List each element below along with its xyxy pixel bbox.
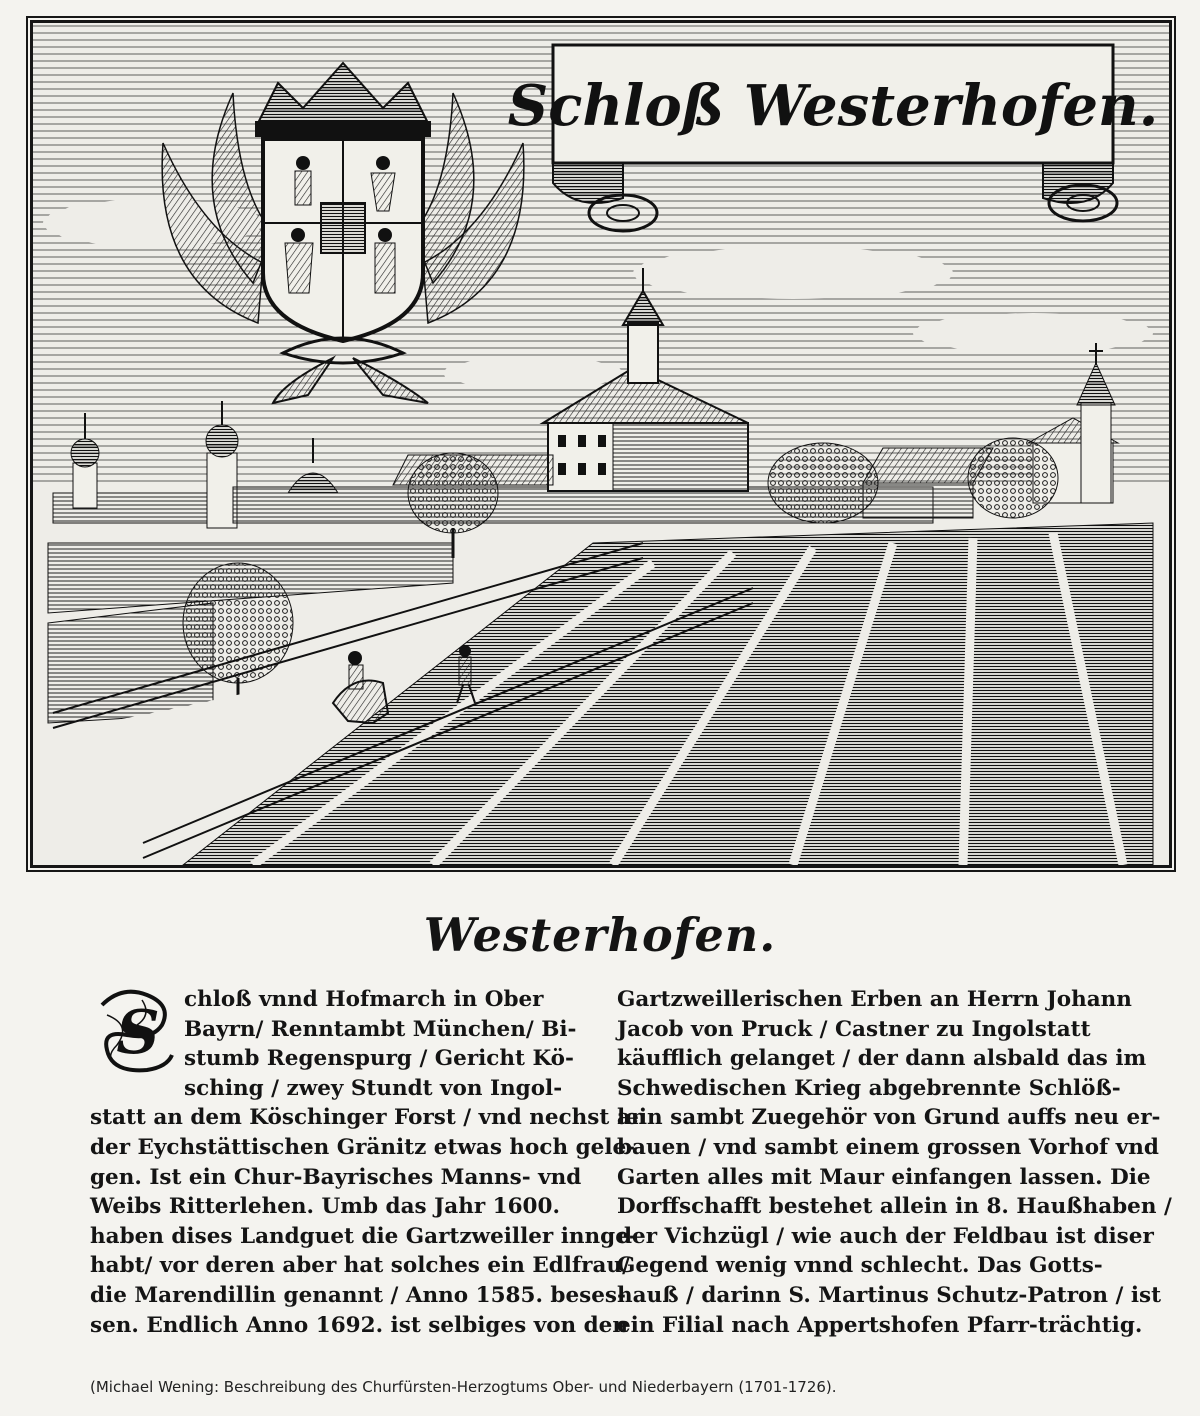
text-line: der Vichzügl / wie auch der Feldbau ist diser [617, 1223, 1154, 1249]
text-line: habt/ vor deren aber hat solches ein Edlfrau/ [90, 1253, 630, 1279]
engraving-plate [30, 20, 1172, 868]
text-line: die Marendillin genannt / Anno 1585. beses- [90, 1282, 626, 1308]
source-caption: (Michael Wening: Beschreibung des Churfürsten-Herzogtums Ober- und Niederbayern (1701-1726). [90, 1378, 837, 1396]
text-line: hauß / darinn S. Martinus Schutz-Patron / ist [617, 1282, 1162, 1308]
text-line: statt an dem Köschinger Forst / vnd nechst an [90, 1105, 647, 1131]
cloud [633, 247, 953, 299]
text-line: lein sambt Zuegehör von Grund auffs neu er- [617, 1105, 1161, 1131]
drop-cap-letter: S [116, 998, 160, 1068]
text-line: Gegend wenig vnnd schlecht. Das Gotts- [617, 1253, 1103, 1279]
text-line: der Eychstättischen Gränitz etwas hoch gele- [90, 1134, 636, 1160]
cloud [913, 313, 1153, 353]
text-line: Bayrn/ Renntambt München/ Bi- [184, 1016, 577, 1042]
text-line: sching / zwey Stundt von Ingol- [184, 1075, 563, 1101]
text-line: haben dises Landguet die Gartzweiller innge- [90, 1223, 638, 1249]
text-line: stumb Regenspurg / Gericht Kö- [184, 1046, 574, 1072]
engraving-illustration [33, 23, 1169, 865]
text-line: Garten alles mit Maur einfangen lassen. Die [617, 1164, 1151, 1190]
text-line: chloß vnnd Hofmarch in Ober [184, 987, 544, 1012]
text-column-right [617, 985, 1172, 1340]
text-line: Dorffschafft bestehet allein in 8. Haußhaben / [617, 1194, 1172, 1220]
cloud [443, 357, 623, 389]
text-column-left [90, 985, 647, 1340]
text-line: Jacob von Pruck / Castner zu Ingolstatt [617, 1016, 1091, 1042]
text-line: Weibs Ritterlehen. Umb das Jahr 1600. [90, 1194, 560, 1220]
text-line: bauen / vnd sambt einem grossen Vorhof vnd [617, 1134, 1159, 1160]
text-line: käufflich gelanget / der dann alsbald das im [617, 1046, 1147, 1072]
text-line: Schwedischen Krieg abgebrennte Schlöß- [617, 1075, 1121, 1101]
article-heading: Westerhofen. [423, 908, 777, 962]
text-line: sen. Endlich Anno 1692. ist selbiges von den [90, 1312, 628, 1338]
text-line: gen. Ist ein Chur-Bayrisches Manns- vnd [90, 1164, 582, 1190]
banner-title: Schloß Westerhofen. [507, 73, 1159, 139]
text-line: Gartzweillerischen Erben an Herrn Johann [617, 987, 1132, 1012]
text-line: ein Filial nach Appertshofen Pfarr-trächtig. [617, 1312, 1143, 1338]
